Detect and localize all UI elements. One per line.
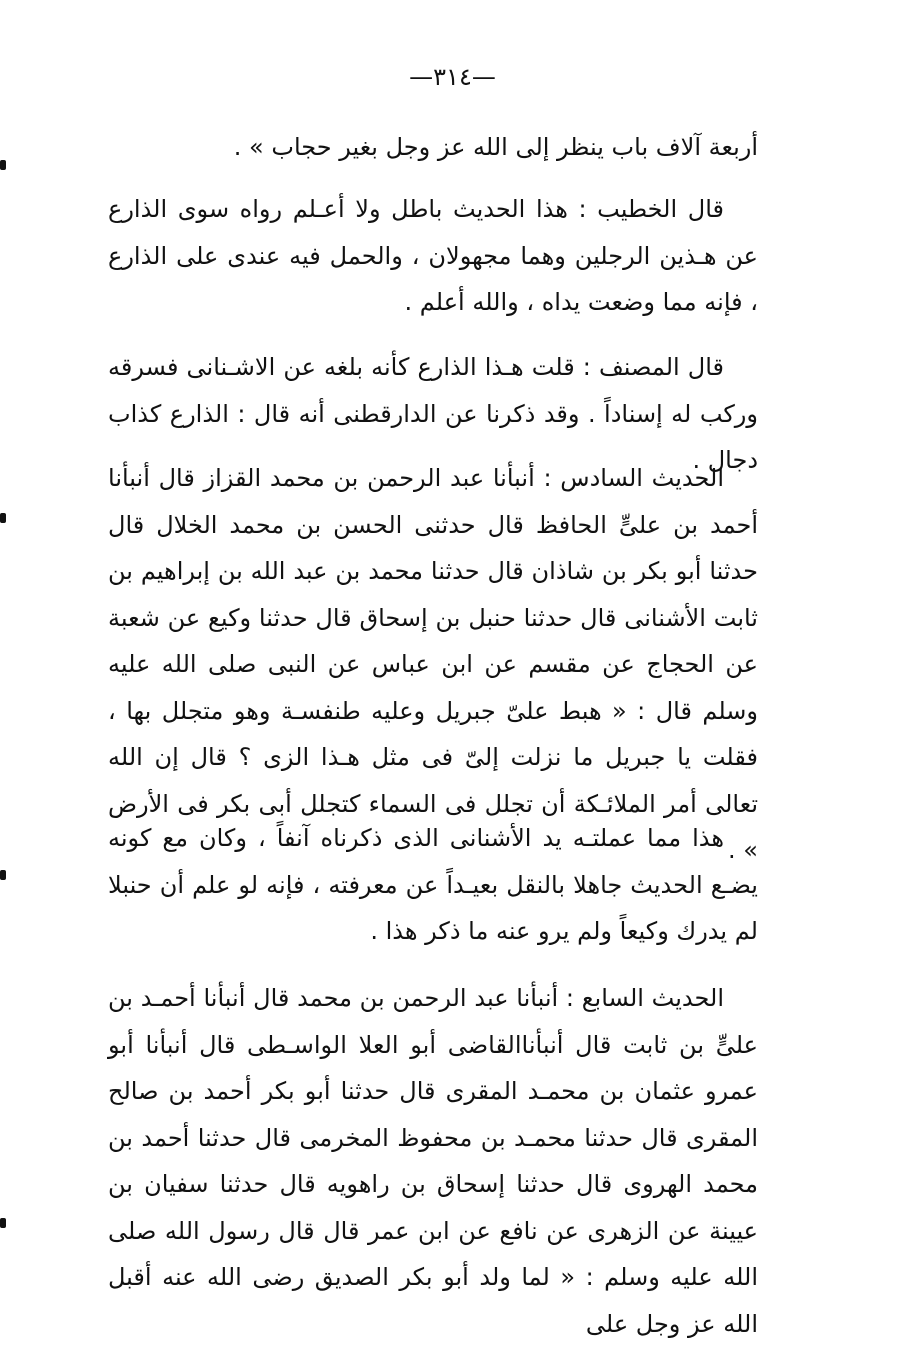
scan-margin-mark bbox=[0, 513, 6, 523]
paragraph-text: هذا مما عملتـه يد الأشنانى الذى ذكرناه آنفاً ، وكان مع كونه يضـع الحديث جاهلا بالنقل بعيـداً عن معرفته ، فإنه لو علم أن حنبلا لم يدرك وكيعاً ولم يرو عنه ما ذكر هذا . bbox=[108, 824, 758, 945]
paragraph-khatib bbox=[108, 186, 758, 326]
paragraph-hadith-six bbox=[108, 455, 758, 874]
paragraph-hadith-seven bbox=[108, 975, 758, 1347]
paragraph-text: الحديث السادس : أنبأنا عبد الرحمن بن محمد القزاز قال أنبأنا أحمد بن علىٍّ الحافظ قال حدثنى الحسن بن محمد الخلال قال حدثنا أبو بكر بن شاذان قال حدثنا محمد بن عبد الله بن إبراهيم بن ثابت الأشنانى قال حدثنا حنبل بن إسحاق قال حدثنا وكيع عن شعبة عن الحجاج عن مقسم عن ابن عباس عن النبى صلى الله عليه وسلم قال : « هبط علىّ جبريل وعليه طنفسـة وهو متجلل بها ، فقلت يا جبريل ما نزلت إلىّ فى مثل هـذا الزى ؟ قال إن الله تعالى أمر الملائـكة أن تجلل فى السماء كتجلل أبى بكر فى الأرض » . bbox=[108, 464, 758, 864]
scan-margin-mark bbox=[0, 160, 6, 170]
paragraph-text: قال المصنف : قلت هـذا الذارع كأنه بلغه عن الاشـنانى فسرقه وركب له إسناداً . وقد ذكرنا عن الدارقطنى أنه قال : الذارع كذاب دجال . bbox=[108, 353, 758, 474]
paragraph-text: الحديث السابع : أنبأنا عبد الرحمن بن محمد قال أنبأنا أحمـد بن علىٍّ بن ثابت قال أنبأناالقاضى أبو العلا الواسـطى قال أنبأنا أبو عمرو عثمان بن محمـد المقرى قال حدثنا أبو بكر أحمد بن صالح المقرى قال حدثنا محمـد بن محفوظ المخرمى قال حدثنا أحمد بن محمد الهروى قال حدثنا إسحاق بن راهويه قال حدثنا سفيان بن عيينة عن الزهرى عن نافع عن ابن عمر قال قال رسول الله صلى الله عليه وسلم : « لما ولد أبو بكر الصديق رضى الله عنه أقبل الله عز وجل على bbox=[108, 984, 758, 1338]
paragraph-text: قال الخطيب : هذا الحديث باطل ولا أعـلم رواه سوى الذارع عن هـذين الرجلين وهما مجهولان ، والحمل فيه عندى على الذارع ، فإنه مما وضعت يداه ، والله أعلم . bbox=[108, 195, 758, 316]
scan-margin-mark bbox=[0, 1218, 6, 1228]
page-number: —٣١٤— bbox=[409, 63, 496, 91]
scan-margin-mark bbox=[0, 870, 6, 880]
paragraph-continuation bbox=[108, 124, 758, 171]
paragraph-commentary bbox=[108, 815, 758, 955]
paragraph-text: أربعة آلاف باب ينظر إلى الله عز وجل بغير حجاب » . bbox=[233, 133, 758, 161]
